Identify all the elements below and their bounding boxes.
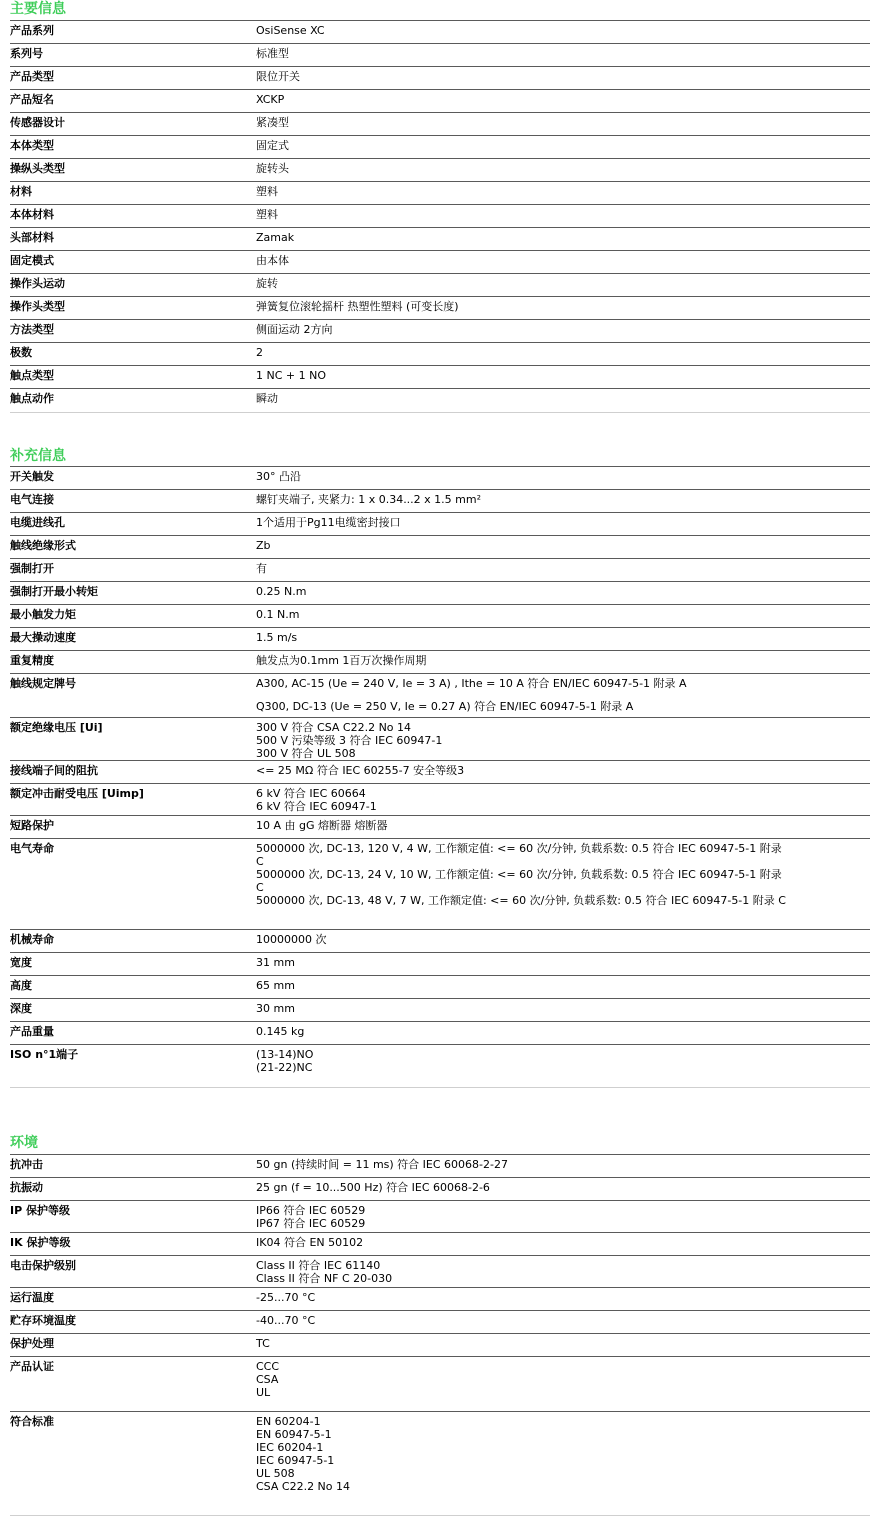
spec-value	[256, 1045, 870, 1088]
spec-value	[256, 320, 870, 343]
spec-value-line: 5000000 次, DC-13, 120 V, 4 W, 工作额定值: <= 60 次/分钟, 负载系数: 0.5 符合 IEC 60947-5-1 附录	[256, 842, 782, 855]
spec-row	[10, 1288, 870, 1311]
spec-value-line: C	[256, 881, 264, 894]
spec-value	[256, 1311, 870, 1334]
spec-value	[256, 697, 870, 718]
spec-value	[256, 366, 870, 389]
spec-value-line: 由本体	[256, 254, 289, 267]
spec-row	[10, 159, 870, 182]
spec-value-line: Zb	[256, 539, 271, 552]
spec-value-line: XCKP	[256, 93, 285, 106]
spec-row	[10, 136, 870, 159]
spec-label: 电击保护级别	[10, 1259, 76, 1272]
spec-value-line: 10 A 由 gG 熔断器 熔断器	[256, 819, 388, 832]
spec-value	[256, 490, 870, 513]
spec-value	[256, 228, 870, 251]
spec-value	[256, 816, 870, 839]
spec-value-line: 2	[256, 346, 263, 359]
spec-value-line: 标准型	[256, 47, 289, 60]
spec-row	[10, 839, 870, 930]
spec-row	[10, 953, 870, 976]
spec-value	[256, 1201, 870, 1233]
spec-value-line: UL 508	[256, 1467, 295, 1480]
spec-value-line: 触发点为0.1mm 1百万次操作周期	[256, 654, 427, 667]
spec-row	[10, 559, 870, 582]
spec-label: 产品重量	[10, 1025, 54, 1038]
spec-row	[10, 274, 870, 297]
spec-value-line: 固定式	[256, 139, 289, 152]
spec-value-line: UL	[256, 1386, 271, 1399]
spec-value	[256, 1334, 870, 1357]
spec-row	[10, 1022, 870, 1045]
spec-value-line: OsiSense XC	[256, 24, 325, 37]
spec-label: 强制打开最小转矩	[10, 585, 98, 598]
spec-value-line: IEC 60947-5-1	[256, 1454, 335, 1467]
spec-value	[256, 628, 870, 651]
spec-value	[256, 582, 870, 605]
spec-row	[10, 784, 870, 816]
spec-value	[256, 1178, 870, 1201]
spec-value	[256, 90, 870, 113]
spec-label: 最大操动速度	[10, 631, 76, 644]
spec-row	[10, 582, 870, 605]
spec-value-line: IP66 符合 IEC 60529	[256, 1204, 366, 1217]
spec-label: 操作头类型	[10, 300, 65, 313]
spec-label: 短路保护	[10, 819, 54, 832]
spec-value-line: 紧凑型	[256, 116, 289, 129]
spec-value-line: IP67 符合 IEC 60529	[256, 1217, 366, 1230]
spec-row	[10, 182, 870, 205]
spec-value	[256, 44, 870, 67]
spec-value	[256, 761, 870, 784]
spec-value-line: 30 mm	[256, 1002, 295, 1015]
section-title: 环境	[10, 1135, 38, 1151]
spec-value-line: 300 V 符合 UL 508	[256, 747, 356, 760]
spec-value-line: 有	[256, 562, 267, 575]
spec-label: 宽度	[10, 956, 32, 969]
spec-row	[10, 651, 870, 674]
spec-label: 触点类型	[10, 369, 54, 382]
spec-label: 抗振动	[10, 1181, 43, 1194]
spec-label: 电气连接	[10, 493, 54, 506]
spec-row	[10, 1357, 870, 1412]
spec-label: 传感器设计	[10, 116, 65, 129]
spec-value-line: 螺钉夹端子, 夹紧力: 1 x 0.34...2 x 1.5 mm²	[256, 493, 482, 506]
spec-row	[10, 718, 870, 761]
spec-value	[256, 999, 870, 1022]
spec-label: 系列号	[10, 47, 43, 60]
spec-value-line: 5000000 次, DC-13, 48 V, 7 W, 工作额定值: <= 60 次/分钟, 负载系数: 0.5 符合 IEC 60947-5-1 附录 C	[256, 894, 786, 907]
spec-value-line: C	[256, 855, 264, 868]
spec-table	[10, 466, 870, 1088]
spec-value	[256, 205, 870, 228]
spec-label: 运行温度	[10, 1291, 54, 1304]
spec-value-line: 6 kV 符合 IEC 60947-1	[256, 800, 377, 813]
spec-value	[256, 953, 870, 976]
spec-value-line: 25 gn (f = 10...500 Hz) 符合 IEC 60068-2-6	[256, 1181, 490, 1194]
spec-value	[256, 274, 870, 297]
spec-table	[10, 20, 870, 413]
spec-label	[10, 697, 256, 718]
spec-value	[256, 297, 870, 320]
spec-label: 强制打开	[10, 562, 54, 575]
spec-row	[10, 976, 870, 999]
spec-value-line: 31 mm	[256, 956, 295, 969]
spec-label: 材料	[10, 185, 32, 198]
spec-value-line: (21-22)NC	[256, 1061, 313, 1074]
spec-label: 额定绝缘电压 [Ui]	[10, 721, 103, 734]
spec-label: 电缆进线孔	[10, 516, 65, 529]
spec-row	[10, 1178, 870, 1201]
spec-label: 最小触发力矩	[10, 608, 76, 621]
spec-value	[256, 1155, 870, 1178]
spec-value	[256, 1233, 870, 1256]
spec-label: ISO n°1端子	[10, 1048, 79, 1061]
spec-value	[256, 67, 870, 90]
spec-label: 符合标准	[10, 1415, 54, 1428]
spec-row	[10, 90, 870, 113]
spec-row	[10, 1256, 870, 1288]
spec-value-line: A300, AC-15 (Ue = 240 V, Ie = 3 A) , Ithe = 10 A 符合 EN/IEC 60947-5-1 附录 A	[256, 677, 687, 690]
spec-value-line: 0.145 kg	[256, 1025, 305, 1038]
spec-row	[10, 930, 870, 953]
spec-value-line: 1.5 m/s	[256, 631, 298, 644]
spec-row	[10, 1045, 870, 1088]
spec-label: 额定冲击耐受电压 [Uimp]	[10, 787, 144, 800]
spec-label: 方法类型	[10, 323, 54, 336]
spec-row	[10, 1155, 870, 1178]
spec-row	[10, 1334, 870, 1357]
spec-value-line: Class II 符合 IEC 61140	[256, 1259, 381, 1272]
spec-row	[10, 674, 870, 697]
spec-value-line: 弹簧复位滚轮摇杆 热塑性塑料 (可变长度)	[256, 300, 459, 313]
spec-value-line: 旋转头	[256, 162, 289, 175]
spec-value	[256, 536, 870, 559]
spec-row	[10, 761, 870, 784]
spec-value	[256, 513, 870, 536]
spec-value-line: TC	[256, 1337, 270, 1350]
spec-label: IK 保护等级	[10, 1236, 71, 1249]
spec-label: 开关触发	[10, 470, 54, 483]
spec-value-line: 1个适用于Pg11电缆密封接口	[256, 516, 401, 529]
spec-value-line: 6 kV 符合 IEC 60664	[256, 787, 366, 800]
spec-label: 本体类型	[10, 139, 54, 152]
spec-value-line: 500 V 污染等级 3 符合 IEC 60947-1	[256, 734, 443, 747]
spec-row	[10, 366, 870, 389]
spec-row	[10, 67, 870, 90]
spec-value-line: Class II 符合 NF C 20-030	[256, 1272, 393, 1285]
spec-value-line: IEC 60204-1	[256, 1441, 324, 1454]
spec-row	[10, 1233, 870, 1256]
spec-value-line: EN 60947-5-1	[256, 1428, 332, 1441]
spec-table	[10, 1154, 870, 1516]
spec-row	[10, 490, 870, 513]
spec-value-line: 0.25 N.m	[256, 585, 307, 598]
spec-label: 产品认证	[10, 1360, 54, 1373]
spec-value	[256, 389, 870, 413]
spec-value-line: 30° 凸沿	[256, 470, 301, 483]
spec-label: 产品短名	[10, 93, 54, 106]
spec-label: 接线端子间的阻抗	[10, 764, 98, 777]
spec-value	[256, 1357, 870, 1412]
spec-value	[256, 136, 870, 159]
spec-value	[256, 559, 870, 582]
spec-row	[10, 389, 870, 413]
spec-value-line: 65 mm	[256, 979, 295, 992]
spec-value	[256, 467, 870, 490]
spec-label: 电气寿命	[10, 842, 54, 855]
spec-value-line: 限位开关	[256, 70, 300, 83]
spec-row	[10, 816, 870, 839]
spec-value-line: 1 NC + 1 NO	[256, 369, 326, 382]
spec-value	[256, 21, 870, 44]
spec-value	[256, 1022, 870, 1045]
spec-row	[10, 343, 870, 366]
spec-label: 固定模式	[10, 254, 54, 267]
spec-value-line: 5000000 次, DC-13, 24 V, 10 W, 工作额定值: <= 60 次/分钟, 负载系数: 0.5 符合 IEC 60947-5-1 附录	[256, 868, 782, 881]
spec-label: 贮存环境温度	[10, 1314, 76, 1327]
spec-label: 保护处理	[10, 1337, 54, 1350]
spec-row	[10, 605, 870, 628]
spec-value-line: EN 60204-1	[256, 1415, 321, 1428]
spec-row	[10, 467, 870, 490]
spec-value-line: 塑料	[256, 208, 278, 221]
spec-row	[10, 628, 870, 651]
spec-label: IP 保护等级	[10, 1204, 70, 1217]
spec-row	[10, 536, 870, 559]
spec-label: 极数	[10, 346, 32, 359]
spec-value-line: CCC	[256, 1360, 280, 1373]
spec-value	[256, 159, 870, 182]
spec-row	[10, 44, 870, 67]
spec-value-line: -40...70 °C	[256, 1314, 316, 1327]
spec-value-line: CSA	[256, 1373, 279, 1386]
spec-value	[256, 605, 870, 628]
spec-value-line: -25...70 °C	[256, 1291, 316, 1304]
spec-row	[10, 1201, 870, 1233]
spec-label: 触线规定牌号	[10, 677, 76, 690]
spec-label: 产品系列	[10, 24, 54, 37]
spec-value	[256, 251, 870, 274]
spec-label: 机械寿命	[10, 933, 54, 946]
spec-label: 产品类型	[10, 70, 54, 83]
spec-row	[10, 251, 870, 274]
spec-value-line: (13-14)NO	[256, 1048, 314, 1061]
spec-value	[256, 343, 870, 366]
spec-label: 触点动作	[10, 392, 54, 405]
spec-label: 高度	[10, 979, 32, 992]
spec-value-line: 50 gn (持续时间 = 11 ms) 符合 IEC 60068-2-27	[256, 1158, 508, 1171]
spec-value-line: 0.1 N.m	[256, 608, 300, 621]
spec-value-line: IK04 符合 EN 50102	[256, 1236, 364, 1249]
spec-value	[256, 976, 870, 999]
spec-label: 操纵头类型	[10, 162, 65, 175]
spec-label: 触线绝缘形式	[10, 539, 76, 552]
spec-value-line: 10000000 次	[256, 933, 327, 946]
spec-row	[10, 320, 870, 343]
spec-value	[256, 718, 870, 761]
spec-label: 重复精度	[10, 654, 54, 667]
spec-row	[10, 205, 870, 228]
spec-row	[10, 297, 870, 320]
spec-value-line: 300 V 符合 CSA C22.2 No 14	[256, 721, 412, 734]
spec-row	[10, 228, 870, 251]
spec-value-line: 瞬动	[256, 392, 278, 405]
spec-label: 抗冲击	[10, 1158, 43, 1171]
spec-value	[256, 182, 870, 205]
spec-value	[256, 651, 870, 674]
spec-value-line: Q300, DC-13 (Ue = 250 V, Ie = 0.27 A) 符合 EN/IEC 60947-5-1 附录 A	[256, 699, 634, 713]
spec-label: 头部材料	[10, 231, 54, 244]
spec-row	[10, 513, 870, 536]
spec-value	[256, 784, 870, 816]
section-title: 主要信息	[10, 1, 66, 17]
spec-value	[256, 1288, 870, 1311]
section-title: 补充信息	[10, 448, 66, 464]
spec-row	[10, 1412, 870, 1516]
spec-row	[10, 999, 870, 1022]
spec-value-line: 旋转	[256, 277, 278, 290]
spec-value	[256, 930, 870, 953]
spec-label: 深度	[10, 1002, 32, 1015]
spec-value-line: CSA C22.2 No 14	[256, 1480, 351, 1493]
spec-row	[10, 697, 870, 718]
spec-label: 操作头运动	[10, 277, 65, 290]
spec-row	[10, 21, 870, 44]
spec-row	[10, 113, 870, 136]
spec-value-line: 塑料	[256, 185, 278, 198]
spec-value	[256, 839, 870, 930]
spec-value	[256, 674, 870, 697]
spec-value	[256, 113, 870, 136]
spec-value	[256, 1256, 870, 1288]
spec-label: 本体材料	[10, 208, 54, 221]
spec-value	[256, 1412, 870, 1516]
spec-value-line: Zamak	[256, 231, 295, 244]
spec-row	[10, 1311, 870, 1334]
spec-value-line: <= 25 MΩ 符合 IEC 60255-7 安全等级3	[256, 764, 465, 777]
spec-value-line: 侧面运动 2方向	[256, 323, 333, 336]
